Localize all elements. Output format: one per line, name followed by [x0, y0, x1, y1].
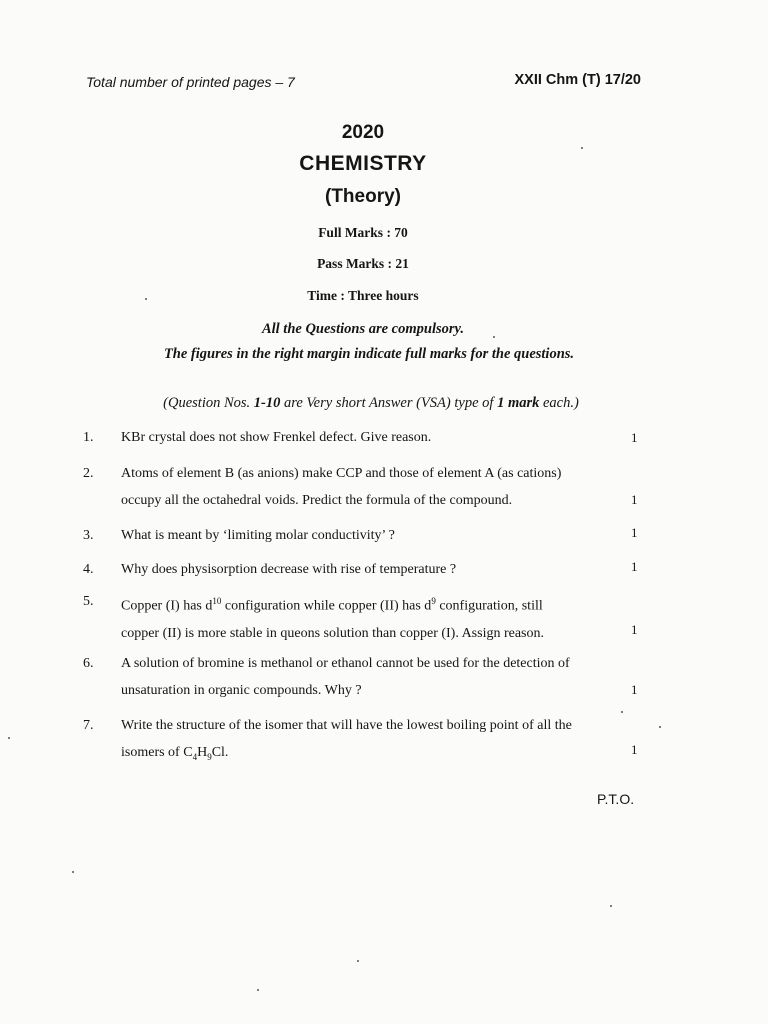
text-fragment: H	[197, 745, 208, 760]
text-fragment: configuration while copper (II) has d	[221, 598, 432, 614]
text-fragment: Copper (I) has d	[121, 598, 213, 614]
scan-speck	[357, 960, 359, 962]
section-note-middle: are Very short Answer (VSA) type of	[280, 395, 498, 411]
question-marks: 1	[631, 682, 638, 697]
scan-speck	[72, 871, 74, 873]
paper-code: XXII Chm (T) 17/20	[514, 72, 641, 88]
superscript: 10	[212, 596, 222, 606]
question-marks: 1	[631, 525, 638, 540]
scan-speck	[8, 737, 10, 739]
section-note-suffix: each.)	[539, 395, 579, 411]
question-marks: 1	[631, 492, 638, 507]
question-number: 1.	[83, 430, 94, 445]
subscript: 4	[192, 751, 198, 762]
question-text-line: Write the structure of the isomer that will have the lowest boiling point of all the	[121, 718, 572, 733]
question-marks: 1	[631, 430, 638, 445]
question-number: 6.	[83, 656, 94, 671]
instruction-compulsory: All the Questions are compulsory.	[261, 321, 465, 337]
full-marks: Full Marks : 70	[318, 225, 408, 240]
exam-year: 2020	[341, 122, 385, 143]
superscript: 9	[431, 596, 436, 606]
text-fragment: isomers of C	[121, 745, 193, 760]
subject-title: CHEMISTRY	[299, 152, 427, 175]
question-number: 5.	[83, 594, 94, 609]
question-text: What is meant by ‘limiting molar conductivity’ ?	[121, 528, 395, 543]
instruction-marks: The figures in the right margin indicate full marks for the questions.	[163, 346, 575, 362]
question-text-line: copper (II) is more stable in queons solution than copper (I). Assign reason.	[121, 625, 545, 641]
text-fragment: configuration, still	[435, 598, 543, 614]
question-marks: 1	[631, 742, 638, 757]
question-text-line: A solution of bromine is methanol or ethanol cannot be used for the detection of	[121, 656, 570, 671]
time-allowed: Time : Three hours	[307, 288, 419, 303]
question-number: 3.	[83, 528, 94, 543]
question-text-line	[121, 739, 643, 771]
question-text	[121, 650, 643, 704]
question-number: 4.	[83, 562, 94, 577]
paper-type: (Theory)	[325, 186, 401, 207]
section-note-prefix: (Question Nos.	[163, 395, 254, 411]
question-text-line: unsaturation in organic compounds. Why ?	[121, 683, 362, 698]
subscript: 9	[207, 751, 212, 762]
scan-speck	[581, 147, 583, 149]
question-text-line	[121, 588, 643, 620]
scan-speck	[659, 726, 661, 728]
text-fragment: Cl.	[211, 745, 229, 760]
question-marks: 1	[631, 622, 638, 637]
printed-pages-note: Total number of printed pages – 7	[86, 74, 295, 90]
scan-speck	[610, 905, 612, 907]
section-note	[0, 395, 742, 412]
scan-speck	[145, 298, 147, 300]
question-number: 7.	[83, 718, 94, 733]
pto-label: P.T.O.	[597, 791, 635, 807]
question-text-line: occupy all the octahedral voids. Predict the formula of the compound.	[121, 493, 513, 508]
scan-speck	[493, 336, 495, 338]
question-text: Why does physisorption decrease with rise of temperature ?	[121, 562, 457, 577]
scan-speck	[621, 711, 623, 713]
section-note-range: 1-10	[253, 395, 281, 411]
question-text	[121, 588, 643, 647]
question-text	[121, 460, 643, 514]
question-marks: 1	[631, 559, 638, 574]
question-number: 2.	[83, 466, 94, 481]
scan-speck	[257, 989, 259, 991]
section-note-marks: 1 mark	[497, 395, 540, 411]
question-text-line: Atoms of element B (as anions) make CCP and those of element A (as cations)	[121, 466, 562, 481]
pass-marks: Pass Marks : 21	[317, 256, 409, 271]
question-text: KBr crystal does not show Frenkel defect. Give reason.	[121, 430, 432, 445]
question-text	[121, 712, 643, 771]
